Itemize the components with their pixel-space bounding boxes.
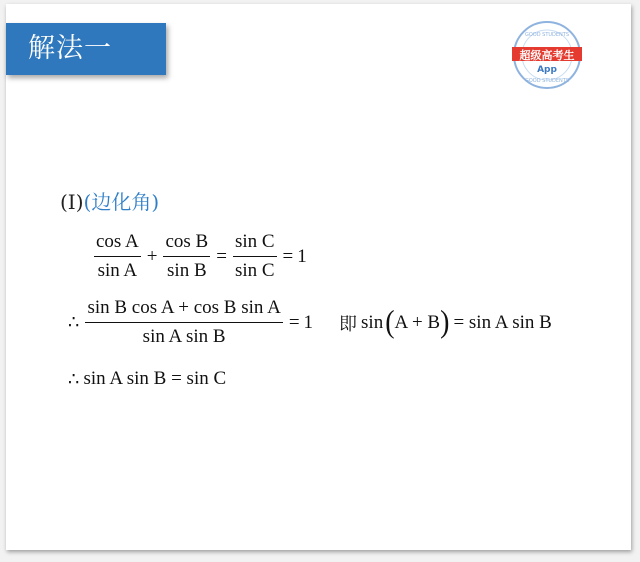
eq2-result: 1 [303,311,314,333]
fraction-sum [85,296,282,349]
fraction-1 [94,230,141,283]
eq1-result: 1 [297,245,307,267]
ji-word: 即 [339,313,358,335]
svg-text:GOOD STUDENTS: GOOD STUDENTS [524,78,570,84]
section-title [60,186,159,215]
therefore-symbol: ∴ [68,368,80,390]
rhs-inner: A + B [394,311,441,333]
fraction-2-num: cos B [163,230,210,257]
svg-text:超级高考生: 超级高考生 [519,49,575,62]
fraction-sum-den: sin A sin B [142,326,226,347]
equals-sign: = [282,245,294,267]
section-method: (边化角) [83,190,160,214]
right-paren: ) [440,304,450,340]
equation-2 [68,296,552,349]
rhs-sin: sin [361,311,384,333]
plus-sign: + [146,245,158,267]
svg-text:GOOD STUDENTS: GOOD STUDENTS [524,32,570,38]
therefore-symbol: ∴ [68,312,80,333]
equals-sign: = [288,311,300,333]
svg-text:App: App [537,65,557,75]
equation-3 [68,368,226,390]
fraction-3 [233,230,277,283]
fraction-3-den: sin C [234,260,275,281]
fraction-1-num: cos A [94,230,141,257]
fraction-3-num: sin C [233,230,277,257]
fraction-sum-num: sin B cos A + cos B sin A [85,296,282,323]
fraction-1-den: sin A [97,260,138,281]
section-numeral: (Ⅰ) [60,190,84,214]
equals-sign: = [216,245,227,267]
solution-banner: 解法一 [6,23,166,75]
app-logo-icon [512,20,582,90]
rhs-result: = sin A sin B [453,311,552,333]
fraction-2-den: sin B [167,260,207,281]
eq3-text: sin A sin B = sin C [83,368,227,389]
left-paren: ( [385,304,395,340]
equation-1 [92,230,307,283]
fraction-2 [163,230,210,283]
